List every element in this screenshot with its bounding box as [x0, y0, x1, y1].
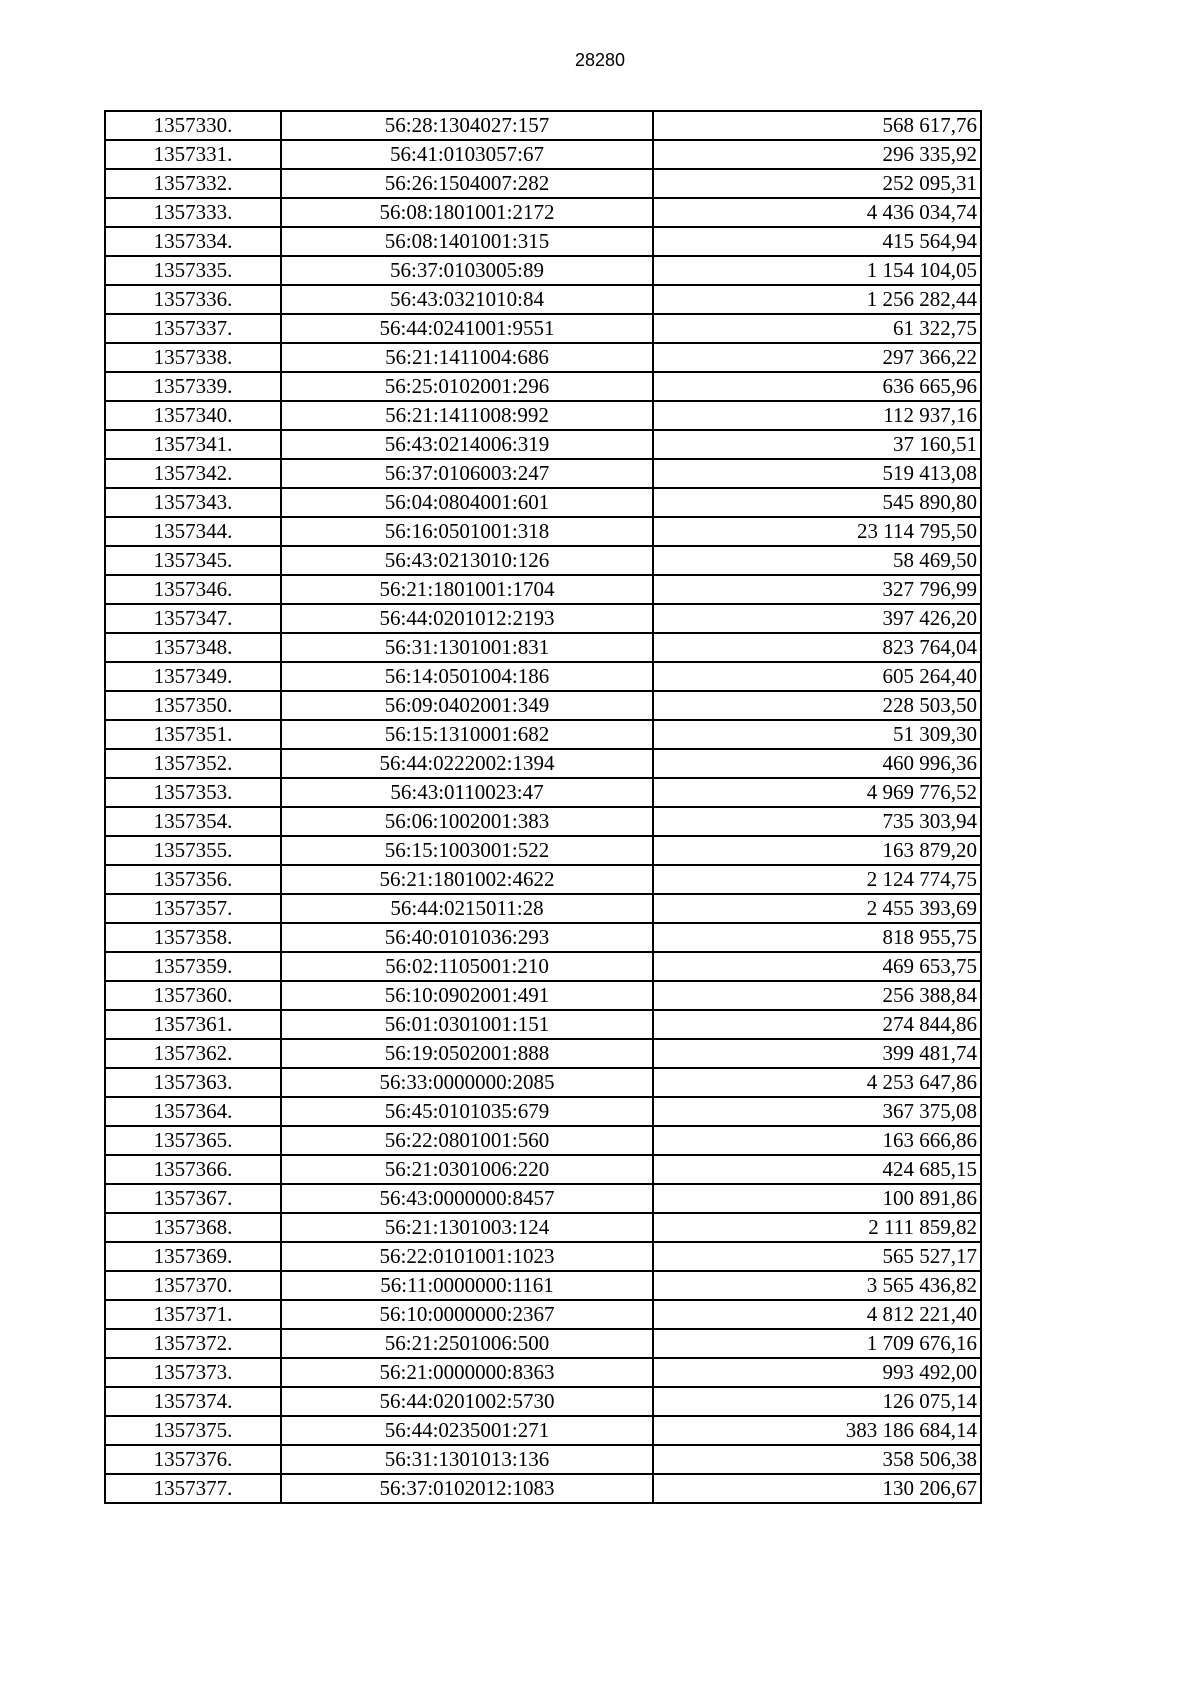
cadastral-value-cell: 37 160,51 [653, 430, 981, 459]
cadastral-number-cell: 56:22:0101001:1023 [281, 1242, 653, 1271]
cadastral-value-cell: 163 879,20 [653, 836, 981, 865]
row-number-cell: 1357356. [105, 865, 281, 894]
row-number-cell: 1357363. [105, 1068, 281, 1097]
table-row [105, 1271, 981, 1300]
table-row [105, 401, 981, 430]
cadastral-number-cell: 56:37:0103005:89 [281, 256, 653, 285]
cadastral-number-cell: 56:21:1801001:1704 [281, 575, 653, 604]
table-row [105, 430, 981, 459]
cadastral-number-cell: 56:43:0213010:126 [281, 546, 653, 575]
table-row [105, 343, 981, 372]
cadastral-value-cell: 1 256 282,44 [653, 285, 981, 314]
row-number-cell: 1357365. [105, 1126, 281, 1155]
table-row [105, 169, 981, 198]
cadastral-number-cell: 56:11:0000000:1161 [281, 1271, 653, 1300]
row-number-cell: 1357361. [105, 1010, 281, 1039]
row-number-cell: 1357332. [105, 169, 281, 198]
cadastral-value-cell: 519 413,08 [653, 459, 981, 488]
table-row [105, 1300, 981, 1329]
cadastral-value-cell: 130 206,67 [653, 1474, 981, 1503]
cadastral-value-cell: 296 335,92 [653, 140, 981, 169]
table-row [105, 1387, 981, 1416]
row-number-cell: 1357353. [105, 778, 281, 807]
table-row [105, 314, 981, 343]
cadastral-number-cell: 56:21:0301006:220 [281, 1155, 653, 1184]
row-number-cell: 1357333. [105, 198, 281, 227]
row-number-cell: 1357331. [105, 140, 281, 169]
table-row [105, 1445, 981, 1474]
row-number-cell: 1357368. [105, 1213, 281, 1242]
cadastral-value-cell: 2 455 393,69 [653, 894, 981, 923]
cadastral-number-cell: 56:08:1401001:315 [281, 227, 653, 256]
table-row [105, 1039, 981, 1068]
table-row [105, 285, 981, 314]
cadastral-number-cell: 56:37:0106003:247 [281, 459, 653, 488]
cadastral-value-cell: 4 969 776,52 [653, 778, 981, 807]
table-row [105, 1068, 981, 1097]
cadastral-number-cell: 56:04:0804001:601 [281, 488, 653, 517]
row-number-cell: 1357351. [105, 720, 281, 749]
cadastral-value-cell: 163 666,86 [653, 1126, 981, 1155]
row-number-cell: 1357336. [105, 285, 281, 314]
row-number-cell: 1357369. [105, 1242, 281, 1271]
row-number-cell: 1357375. [105, 1416, 281, 1445]
cadastral-value-cell: 397 426,20 [653, 604, 981, 633]
cadastral-number-cell: 56:44:0222002:1394 [281, 749, 653, 778]
cadastral-value-cell: 367 375,08 [653, 1097, 981, 1126]
cadastral-value-cell: 228 503,50 [653, 691, 981, 720]
cadastral-value-cell: 61 322,75 [653, 314, 981, 343]
cadastral-value-cell: 818 955,75 [653, 923, 981, 952]
row-number-cell: 1357337. [105, 314, 281, 343]
cadastral-number-cell: 56:25:0102001:296 [281, 372, 653, 401]
cadastral-value-cell: 274 844,86 [653, 1010, 981, 1039]
cadastral-number-cell: 56:40:0101036:293 [281, 923, 653, 952]
cadastral-number-cell: 56:31:1301001:831 [281, 633, 653, 662]
cadastral-value-cell: 568 617,76 [653, 111, 981, 140]
table-row [105, 749, 981, 778]
cadastral-value-cell: 4 436 034,74 [653, 198, 981, 227]
cadastral-number-cell: 56:43:0000000:8457 [281, 1184, 653, 1213]
cadastral-number-cell: 56:43:0321010:84 [281, 285, 653, 314]
cadastral-value-cell: 1 709 676,16 [653, 1329, 981, 1358]
table-row [105, 720, 981, 749]
row-number-cell: 1357360. [105, 981, 281, 1010]
cadastral-value-cell: 126 075,14 [653, 1387, 981, 1416]
cadastral-value-cell: 327 796,99 [653, 575, 981, 604]
cadastral-value-cell: 58 469,50 [653, 546, 981, 575]
table-row [105, 662, 981, 691]
cadastral-value-cell: 460 996,36 [653, 749, 981, 778]
cadastral-value-cell: 3 565 436,82 [653, 1271, 981, 1300]
row-number-cell: 1357344. [105, 517, 281, 546]
cadastral-number-cell: 56:43:0110023:47 [281, 778, 653, 807]
cadastral-value-cell: 256 388,84 [653, 981, 981, 1010]
table-row [105, 923, 981, 952]
cadastral-number-cell: 56:21:1801002:4622 [281, 865, 653, 894]
row-number-cell: 1357359. [105, 952, 281, 981]
cadastral-value-cell: 993 492,00 [653, 1358, 981, 1387]
page-number: 28280 [574, 50, 626, 70]
cadastral-number-cell: 56:10:0000000:2367 [281, 1300, 653, 1329]
row-number-cell: 1357348. [105, 633, 281, 662]
table-row [105, 952, 981, 981]
cadastral-number-cell: 56:14:0501004:186 [281, 662, 653, 691]
cadastral-number-cell: 56:15:1003001:522 [281, 836, 653, 865]
row-number-cell: 1357334. [105, 227, 281, 256]
row-number-cell: 1357376. [105, 1445, 281, 1474]
cadastral-value-cell: 4 812 221,40 [653, 1300, 981, 1329]
cadastral-number-cell: 56:21:1411004:686 [281, 343, 653, 372]
cadastral-value-cell: 383 186 684,14 [653, 1416, 981, 1445]
cadastral-value-cell: 51 309,30 [653, 720, 981, 749]
table-row [105, 575, 981, 604]
row-number-cell: 1357358. [105, 923, 281, 952]
cadastral-value-cell: 469 653,75 [653, 952, 981, 981]
cadastral-value-cell: 636 665,96 [653, 372, 981, 401]
cadastral-number-cell: 56:01:0301001:151 [281, 1010, 653, 1039]
row-number-cell: 1357364. [105, 1097, 281, 1126]
cadastral-number-cell: 56:33:0000000:2085 [281, 1068, 653, 1097]
row-number-cell: 1357346. [105, 575, 281, 604]
row-number-cell: 1357362. [105, 1039, 281, 1068]
table-row [105, 1416, 981, 1445]
cadastral-number-cell: 56:31:1301013:136 [281, 1445, 653, 1474]
row-number-cell: 1357335. [105, 256, 281, 285]
table-row [105, 981, 981, 1010]
cadastral-number-cell: 56:15:1310001:682 [281, 720, 653, 749]
row-number-cell: 1357338. [105, 343, 281, 372]
cadastral-number-cell: 56:08:1801001:2172 [281, 198, 653, 227]
cadastral-value-cell: 565 527,17 [653, 1242, 981, 1271]
cadastral-value-cell: 2 111 859,82 [653, 1213, 981, 1242]
cadastral-number-cell: 56:09:0402001:349 [281, 691, 653, 720]
table-row [105, 517, 981, 546]
cadastral-number-cell: 56:37:0102012:1083 [281, 1474, 653, 1503]
cadastral-number-cell: 56:44:0215011:28 [281, 894, 653, 923]
cadastral-number-cell: 56:44:0201002:5730 [281, 1387, 653, 1416]
row-number-cell: 1357345. [105, 546, 281, 575]
cadastral-number-cell: 56:21:2501006:500 [281, 1329, 653, 1358]
row-number-cell: 1357366. [105, 1155, 281, 1184]
cadastral-value-cell: 358 506,38 [653, 1445, 981, 1474]
cadastral-number-cell: 56:41:0103057:67 [281, 140, 653, 169]
cadastral-number-cell: 56:02:1105001:210 [281, 952, 653, 981]
row-number-cell: 1357367. [105, 1184, 281, 1213]
row-number-cell: 1357373. [105, 1358, 281, 1387]
cadastral-value-cell: 100 891,86 [653, 1184, 981, 1213]
table-row [105, 1097, 981, 1126]
cadastral-number-cell: 56:16:0501001:318 [281, 517, 653, 546]
cadastral-value-cell: 415 564,94 [653, 227, 981, 256]
cadastral-value-cell: 252 095,31 [653, 169, 981, 198]
cadastral-value-cell: 4 253 647,86 [653, 1068, 981, 1097]
cadastral-number-cell: 56:44:0201012:2193 [281, 604, 653, 633]
table-row [105, 1213, 981, 1242]
cadastral-value-table [104, 110, 982, 1504]
cadastral-number-cell: 56:28:1304027:157 [281, 111, 653, 140]
row-number-cell: 1357339. [105, 372, 281, 401]
cadastral-value-cell: 545 890,80 [653, 488, 981, 517]
table-row [105, 836, 981, 865]
row-number-cell: 1357355. [105, 836, 281, 865]
cadastral-number-cell: 56:10:0902001:491 [281, 981, 653, 1010]
row-number-cell: 1357341. [105, 430, 281, 459]
row-number-cell: 1357370. [105, 1271, 281, 1300]
row-number-cell: 1357377. [105, 1474, 281, 1503]
table-body [105, 111, 981, 1503]
cadastral-value-cell: 1 154 104,05 [653, 256, 981, 285]
table-row [105, 1126, 981, 1155]
cadastral-value-cell: 2 124 774,75 [653, 865, 981, 894]
row-number-cell: 1357347. [105, 604, 281, 633]
row-number-cell: 1357374. [105, 1387, 281, 1416]
table-row [105, 1358, 981, 1387]
table-row [105, 778, 981, 807]
cadastral-number-cell: 56:45:0101035:679 [281, 1097, 653, 1126]
row-number-cell: 1357357. [105, 894, 281, 923]
table-row [105, 459, 981, 488]
cadastral-number-cell: 56:43:0214006:319 [281, 430, 653, 459]
cadastral-number-cell: 56:19:0502001:888 [281, 1039, 653, 1068]
cadastral-number-cell: 56:21:0000000:8363 [281, 1358, 653, 1387]
table-row [105, 1329, 981, 1358]
table-row [105, 1010, 981, 1039]
table-row [105, 227, 981, 256]
row-number-cell: 1357371. [105, 1300, 281, 1329]
table-row [105, 488, 981, 517]
table-row [105, 140, 981, 169]
cadastral-value-cell: 605 264,40 [653, 662, 981, 691]
table-row [105, 256, 981, 285]
table-row [105, 894, 981, 923]
cadastral-value-cell: 823 764,04 [653, 633, 981, 662]
row-number-cell: 1357349. [105, 662, 281, 691]
table-row [105, 807, 981, 836]
cadastral-number-cell: 56:22:0801001:560 [281, 1126, 653, 1155]
cadastral-number-cell: 56:21:1411008:992 [281, 401, 653, 430]
cadastral-number-cell: 56:26:1504007:282 [281, 169, 653, 198]
row-number-cell: 1357354. [105, 807, 281, 836]
cadastral-value-cell: 424 685,15 [653, 1155, 981, 1184]
row-number-cell: 1357350. [105, 691, 281, 720]
table-row [105, 1242, 981, 1271]
row-number-cell: 1357372. [105, 1329, 281, 1358]
table-row [105, 111, 981, 140]
row-number-cell: 1357330. [105, 111, 281, 140]
row-number-cell: 1357342. [105, 459, 281, 488]
cadastral-value-cell: 735 303,94 [653, 807, 981, 836]
table-row [105, 633, 981, 662]
table-row [105, 546, 981, 575]
cadastral-number-cell: 56:06:1002001:383 [281, 807, 653, 836]
table-row [105, 1474, 981, 1503]
row-number-cell: 1357352. [105, 749, 281, 778]
row-number-cell: 1357340. [105, 401, 281, 430]
table-row [105, 604, 981, 633]
table-row [105, 691, 981, 720]
row-number-cell: 1357343. [105, 488, 281, 517]
table-row [105, 198, 981, 227]
cadastral-value-cell: 23 114 795,50 [653, 517, 981, 546]
cadastral-number-cell: 56:44:0235001:271 [281, 1416, 653, 1445]
cadastral-number-cell: 56:21:1301003:124 [281, 1213, 653, 1242]
cadastral-value-cell: 399 481,74 [653, 1039, 981, 1068]
table-row [105, 1184, 981, 1213]
cadastral-value-cell: 112 937,16 [653, 401, 981, 430]
table-row [105, 1155, 981, 1184]
cadastral-value-cell: 297 366,22 [653, 343, 981, 372]
table-row [105, 372, 981, 401]
cadastral-number-cell: 56:44:0241001:9551 [281, 314, 653, 343]
table-row [105, 865, 981, 894]
